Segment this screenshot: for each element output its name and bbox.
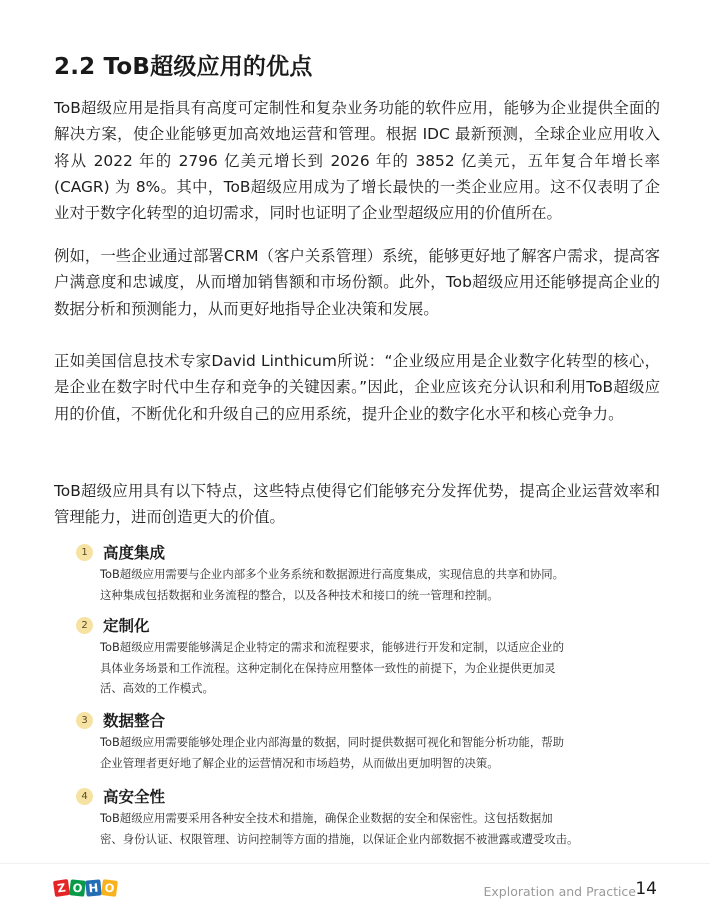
description-line: ToB超级应用需要采用各种安全技术和措施，确保企业数据的安全和保密性。这包括数据加 <box>100 811 553 825</box>
feature-item-security <box>76 784 646 849</box>
footer-caption: Exploration and Practice <box>483 884 636 899</box>
feature-header <box>76 708 646 732</box>
number-badge: 3 <box>76 712 93 729</box>
paragraph-example: 例如，一些企业通过部署CRM（客户关系管理）系统，能够更好地了解客户需求，提高客户满意度和忠诚度，从而增加销售额和市场份额。此外，Tob超级应用还能够提高企业的数据分析和预测能力，从而更好地指导企业决策和发展。 <box>54 247 660 318</box>
feature-item-data-integration <box>76 708 646 773</box>
description-line: ToB超级应用需要能够满足企业特定的需求和流程要求，能够进行开发和定制，以适应企业的 <box>100 640 565 654</box>
feature-description <box>100 732 646 773</box>
number-badge: 2 <box>76 617 93 634</box>
feature-title: 高度集成 <box>103 544 166 562</box>
logo-letter-o-2: O <box>101 879 118 897</box>
feature-title: 数据整合 <box>103 712 166 730</box>
feature-description <box>100 637 646 699</box>
logo-letter-o: O <box>69 879 86 896</box>
paragraph-intro: ToB超级应用是指具有高度可定制性和复杂业务功能的软件应用，能够为企业提供全面的解决方案，使企业能够更加高效地运营和管理。根据 IDC 最新预测，全球企业应用收入将从 2022 年的 2796 亿美元增长到 2026 年的 3852 亿美元，五年复合年增长率(CAGR) 为 8%。其中，ToB超级应用成为了增长最快的一类企业应用。这不仅表明了企业对于数字化转型的迫切需求，同时也证明了企业型超级应用的价值所在。 <box>54 99 660 223</box>
description-line: ToB超级应用需要与企业内部多个业务系统和数据源进行高度集成，实现信息的共享和协同。 <box>100 567 565 581</box>
page-number: 14 <box>635 879 657 899</box>
description-line: 活、高效的工作模式。 <box>100 681 214 695</box>
logo-letter-z: Z <box>53 879 70 897</box>
feature-header <box>76 540 646 564</box>
description-line: 密、身份认证、权限管理、访问控制等方面的措施，以保证企业内部数据不被泄露或遭受攻击。 <box>100 831 579 846</box>
description-line: 具体业务场景和工作流程。这种定制化在保持应用整体一致性的前提下，为企业提供更加灵 <box>100 660 556 675</box>
feature-item-customization <box>76 613 646 699</box>
paragraph-quote: 正如美国信息技术专家David Linthicum所说：“企业级应用是企业数字化转型的核心，是企业在数字时代中生存和竞争的关键因素。”因此，企业应该充分认识和利用ToB超级应用的价值，不断优化和升级自己的应用系统，提升企业的数字化水平和核心竞争力。 <box>54 352 660 423</box>
zoho-logo <box>54 880 118 896</box>
feature-title: 高安全性 <box>103 788 166 806</box>
logo-letter-h: H <box>85 879 101 896</box>
number-badge: 1 <box>76 544 93 561</box>
description-line: 企业管理者更好地了解企业的运营情况和市场趋势，从而做出更加明智的决策。 <box>100 755 499 770</box>
description-line: ToB超级应用需要能够处理企业内部海量的数据，同时提供数据可视化和智能分析功能，帮助 <box>100 735 565 749</box>
feature-header <box>76 784 646 808</box>
feature-title: 定制化 <box>103 617 150 635</box>
feature-description <box>100 564 646 605</box>
paragraph-features-intro: ToB超级应用具有以下特点，这些特点使得它们能够充分发挥优势，提高企业运营效率和管理能力，进而创造更大的价值。 <box>54 482 660 527</box>
footer-divider <box>0 863 710 864</box>
feature-item-integration <box>76 540 646 605</box>
number-badge: 4 <box>76 788 93 805</box>
feature-description <box>100 808 646 849</box>
feature-header <box>76 613 646 637</box>
description-line: 这种集成包括数据和业务流程的整合，以及各种技术和接口的统一管理和控制。 <box>100 587 499 602</box>
page-title: 2.2 ToB超级应用的优点 <box>54 54 313 80</box>
